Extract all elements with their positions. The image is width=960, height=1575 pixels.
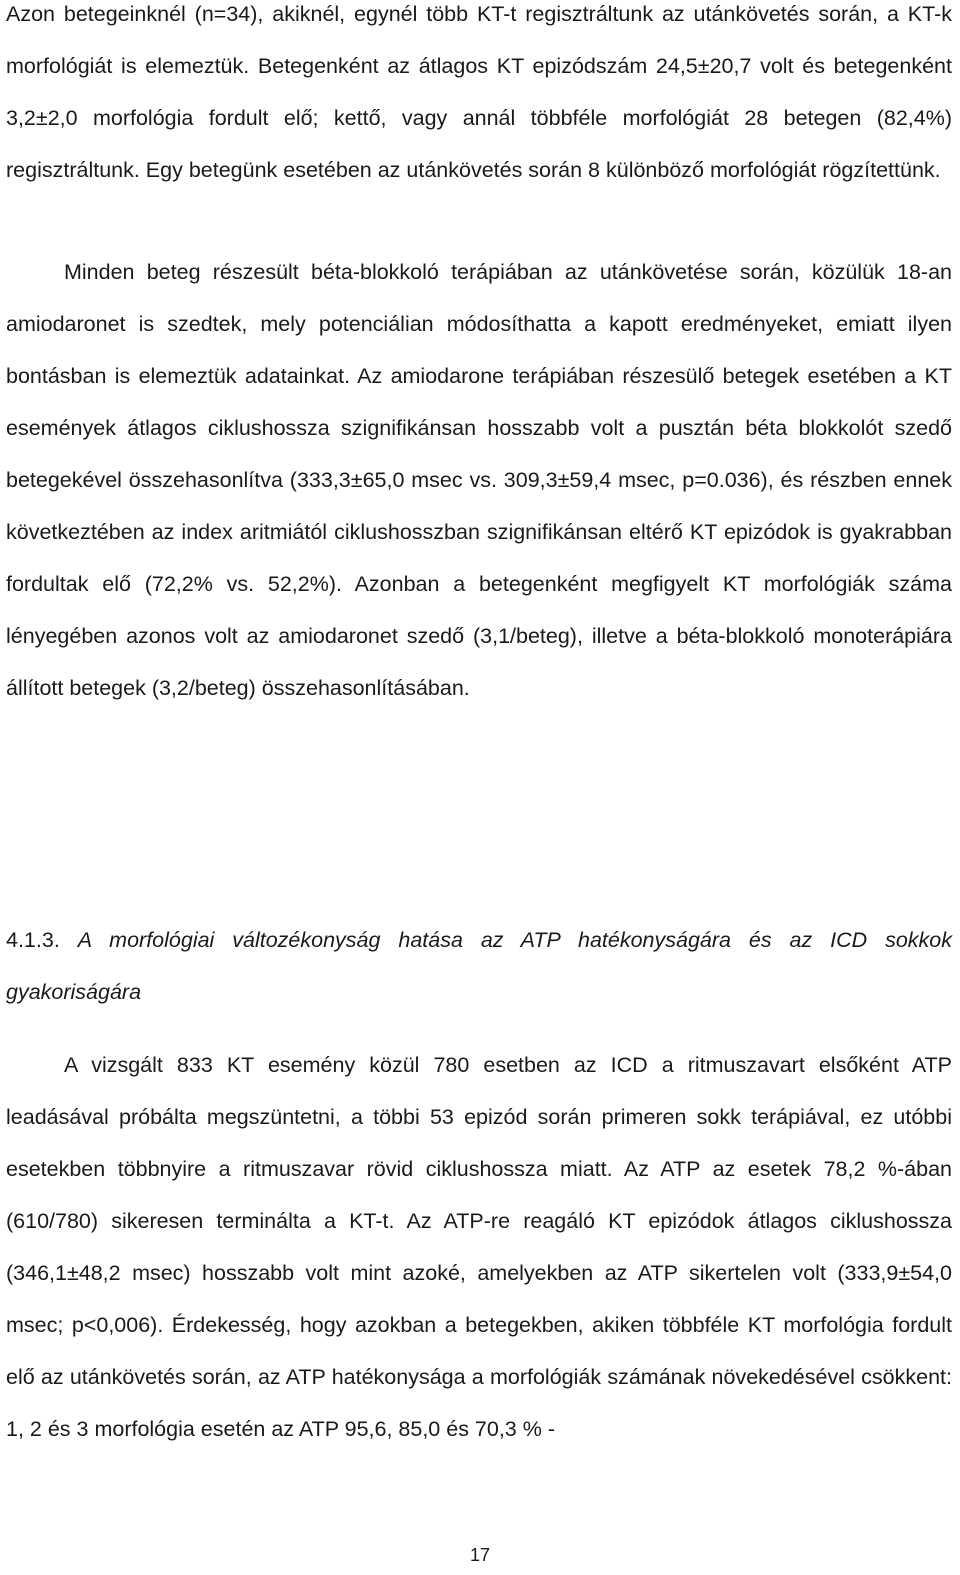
page-number: 17 [469, 1545, 491, 1565]
section-title: A morfológiai változékonyság hatása az ATP hatékonyságára és az ICD sokkok gyakoriságára [6, 928, 952, 1004]
section-number: 4.1.3. [6, 928, 60, 952]
paragraph-morphology-analysis: Azon betegeinknél (n=34), akiknél, egynél több KT-t regisztráltunk az utánkövetés során, a KT-k morfológiát is elemeztük. Betegenként az átlagos KT epizódszám 24,5±20,7 volt és betegenként 3,2±2,0 morfológia fordult elő; kettő, vagy annál többféle morfológiát 28 betegen (82,4%) regisztráltunk. Egy betegünk esetében az utánkövetés során 8 különböző morfológiát rögzítettünk. [6, 2, 952, 182]
paragraph-atp-efficacy: A vizsgált 833 KT esemény közül 780 esetben az ICD a ritmuszavart elsőként ATP leadásával próbálta megszüntetni, a többi 53 epizód során primeren sokk terápiával, ez utóbbi esetekben többnyire a ritmuszavar rövid ciklushossza miatt. Az ATP az esetek 78,2 %-ában (610/780) sikeresen terminálta a KT-t. Az ATP-re reagáló KT epizódok átlagos ciklushossza (346,1±48,2 msec) hosszabb volt mint azoké, amelyekben az ATP sikertelen volt (333,9±54,0 msec; p<0,006). Érdekesség, hogy azokban a betegekben, akiken többféle KT morfológia fordult elő az utánkövetés során, az ATP hatékonysága a morfológiák számának növekedésével csökkent: 1, 2 és 3 morfológia esetén az ATP 95,6, 85,0 és 70,3 % - [6, 1053, 952, 1441]
paragraph-amiodarone-analysis: Minden beteg részesült béta-blokkoló terápiában az utánkövetése során, közülük 18-an amiodaronet is szedtek, mely potenciálian módosíthatta a kapott eredményeket, emiatt ilyen bontásban is elemeztük adatainkat. Az amiodarone terápiában részesülő betegek esetében a KT események átlagos ciklushossza szignifikánsan hosszabb volt a pusztán béta blokkolót szedő betegekével összehasonlítva (333,3±65,0 msec vs. 309,3±59,4 msec, p=0.036), és részben ennek következtében az index aritmiától ciklushosszban szignifikánsan eltérő KT epizódok is gyakrabban fordultak elő (72,2% vs. 52,2%). Azonban a betegenként megfigyelt KT morfológiák száma lényegében azonos volt az amiodaronet szedő (3,1/beteg), illetve a béta-blokkoló monoterápiára állított betegek (3,2/beteg) összehasonlításában. [6, 260, 952, 700]
section-heading [6, 914, 952, 1018]
